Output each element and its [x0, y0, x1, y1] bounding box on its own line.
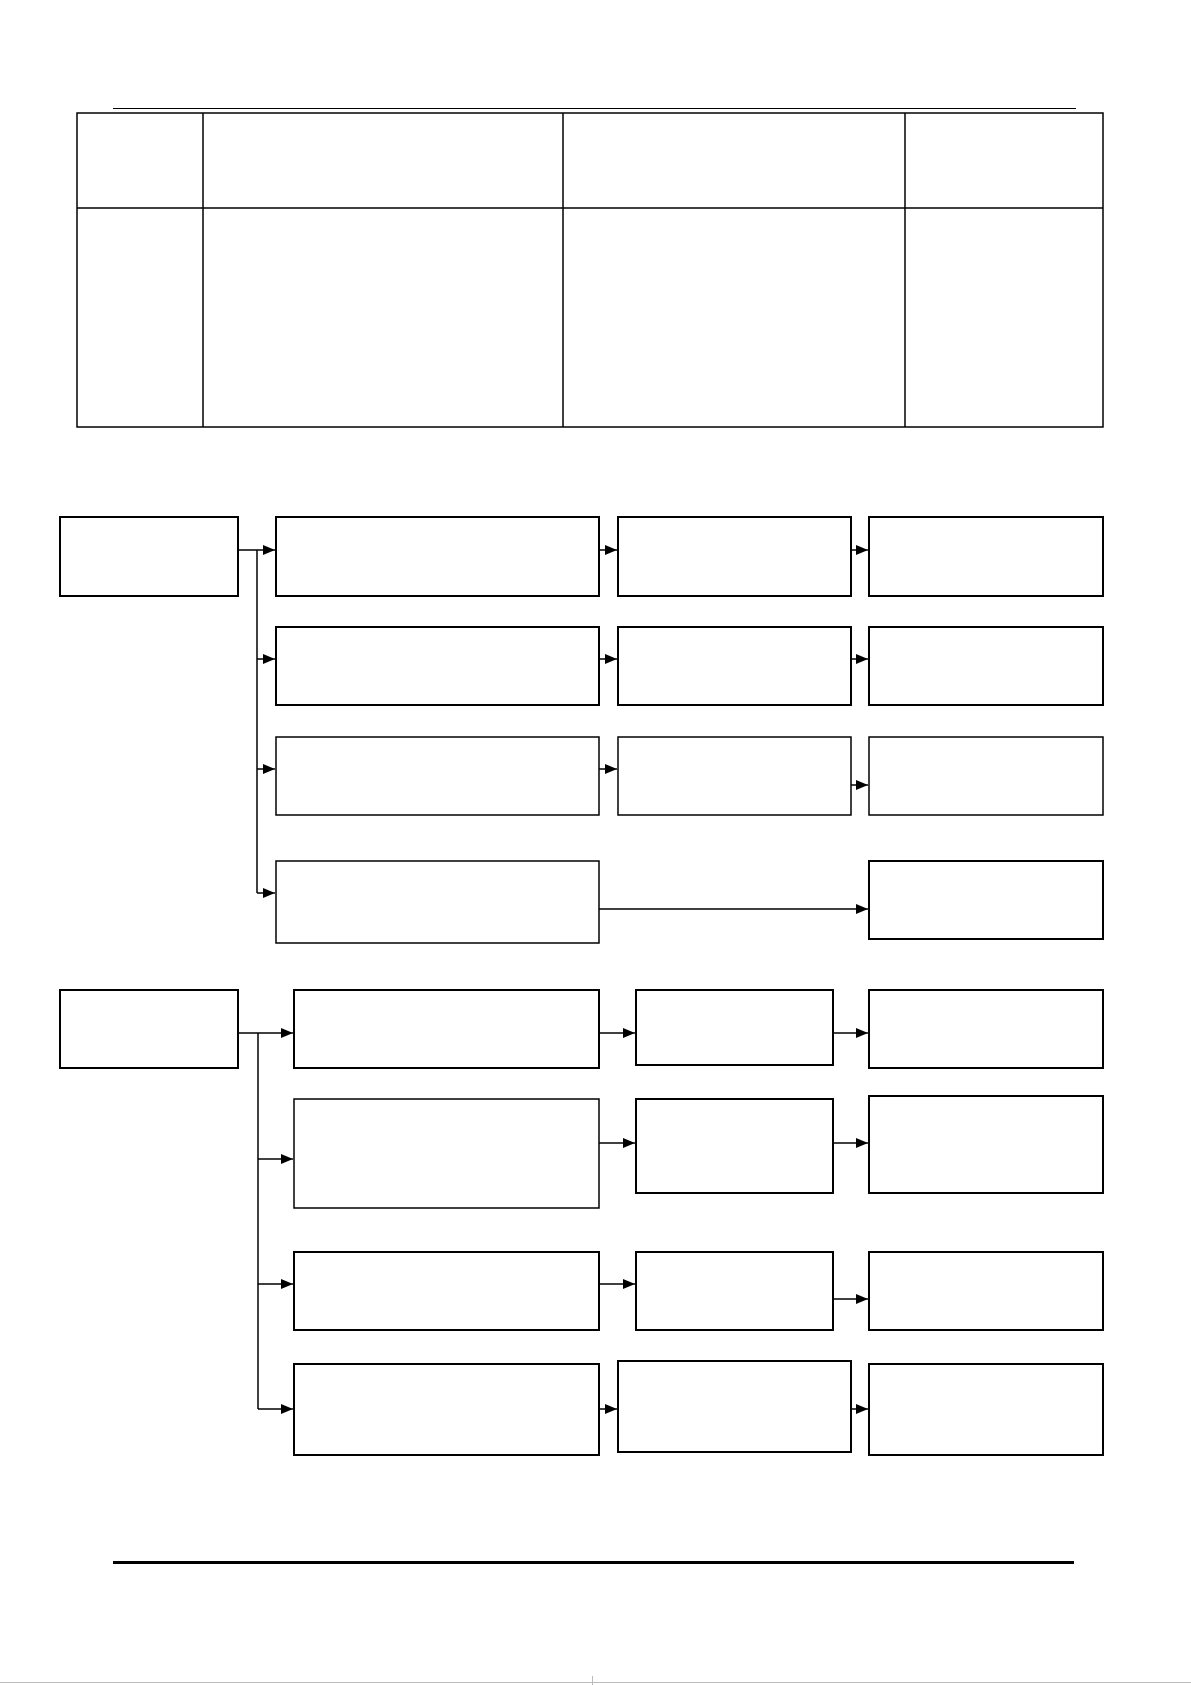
- step-box: [618, 737, 851, 815]
- step-box: [636, 1099, 833, 1193]
- step-box: [294, 990, 599, 1068]
- step-box: [869, 1096, 1103, 1193]
- step-box: [869, 627, 1103, 705]
- flow-group-2: [60, 990, 1103, 1455]
- flow-group-1: [60, 517, 1103, 943]
- page-edge-tick: [592, 1676, 593, 1685]
- step-box: [869, 1252, 1103, 1330]
- step-box: [869, 1364, 1103, 1455]
- step-box: [618, 627, 851, 705]
- root-box: [60, 517, 238, 596]
- info-table: [77, 113, 1103, 427]
- step-box: [869, 861, 1103, 939]
- step-box: [636, 1252, 833, 1330]
- step-box: [869, 990, 1103, 1068]
- footer-rule: [113, 1561, 1074, 1564]
- page-edge: [0, 1682, 1191, 1683]
- step-box: [869, 737, 1103, 815]
- step-box: [869, 517, 1103, 596]
- step-box: [276, 861, 599, 943]
- step-box: [276, 627, 599, 705]
- root-box: [60, 990, 238, 1068]
- step-box: [618, 517, 851, 596]
- step-box: [276, 737, 599, 815]
- step-box: [294, 1252, 599, 1330]
- step-box: [294, 1364, 599, 1455]
- step-box: [636, 990, 833, 1065]
- step-box: [294, 1099, 599, 1208]
- step-box: [276, 517, 599, 596]
- step-box: [618, 1361, 851, 1452]
- table-border: [77, 113, 1103, 427]
